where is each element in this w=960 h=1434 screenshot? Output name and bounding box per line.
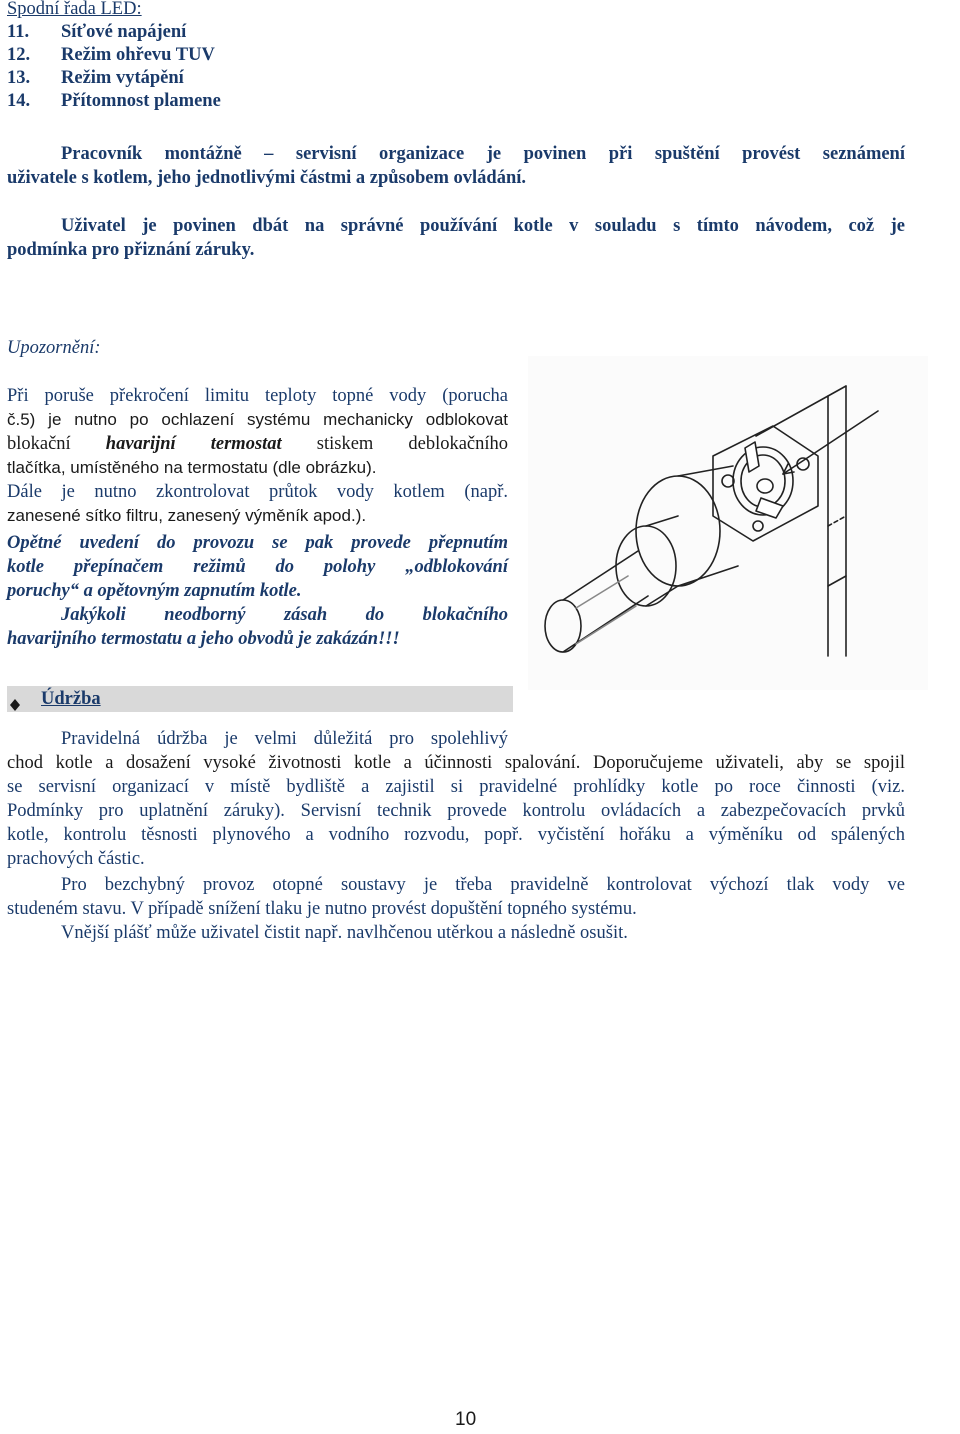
section-title: Údržba	[41, 689, 101, 709]
maintenance-line: Pro bezchybný provoz otopné soustavy je třeba pravidelně kontrolovat výchozí tlak vody ve	[61, 875, 905, 895]
warning-line: Opětné uvedení do provozu se pak provede přepnutím	[7, 533, 508, 553]
thermostat-drawing	[528, 356, 928, 690]
warning-line: tlačítka, umístěného na termostatu (dle obrázku).	[7, 458, 377, 477]
list-item: 11. Síťové napájení	[7, 22, 187, 42]
intro-line: Uživatel je povinen dbát na správné používání kotle v souladu s tímto návodem, což je	[61, 216, 905, 236]
warning-line: Dále je nutno zkontrolovat průtok vody kotlem (např.	[7, 482, 508, 502]
warning-line: zanesené sítko filtru, zanesený výměník apod.).	[7, 506, 367, 525]
warning-line: Jakýkoli neodborný zásah do blokačního	[61, 605, 508, 625]
intro-line: uživatele s kotlem, jeho jednotlivými částmi a způsobem ovládání.	[7, 168, 527, 188]
warning-line: č.5) je nutno po ochlazení systému mechanicky odblokovat	[7, 410, 508, 429]
page-number: 10	[455, 1409, 477, 1430]
intro-line: Pracovník montážně – servisní organizace je povinen při spuštění provést seznámení	[61, 144, 905, 164]
maintenance-line: chod kotle a dosažení vysoké životnosti kotle a účinnosti spalování. Doporučujeme uživateli, aby se spojil	[7, 753, 905, 773]
maintenance-line: Pravidelná údržba je velmi důležitá pro spolehlivý	[61, 729, 508, 749]
intro-line: podmínka pro přiznání záruky.	[7, 240, 255, 260]
diamond-bullet-icon	[10, 694, 20, 719]
maintenance-line: se servisní organizací v místě bydliště a zajistil si pravidelné prohlídky kotle po roce činnosti (viz.	[7, 777, 905, 797]
maintenance-line: Vnější plášť může uživatel čistit např. navlhčenou utěrkou a následně osušit.	[61, 923, 628, 943]
thermostat-illustration	[528, 356, 928, 690]
maintenance-line: kotle, kontrolu těsnosti plynového a vodního rozvodu, popř. vyčistění hořáku a výměníku od spálených	[7, 825, 905, 845]
led-list	[7, 20, 221, 112]
list-item: 14. Přítomnost plamene	[7, 91, 221, 111]
warning-heading: Upozornění:	[7, 338, 101, 358]
maintenance-line: prachových částic.	[7, 849, 145, 869]
maintenance-line: Podmínky pro uplatnění záruky). Servisní technik provede kontrolu ovládacích a zabezpečovacích prvků	[7, 801, 905, 821]
section-header-maintenance	[7, 686, 513, 712]
list-item: 12. Režim ohřevu TUV	[7, 45, 215, 65]
warning-line: kotle přepínačem režimů do polohy „odblokování	[7, 557, 508, 577]
warning-line: havarijního termostatu a jeho obvodů je zakázán!!!	[7, 629, 400, 649]
warning-line: blokační havarijní termostat stiskem deblokačního	[7, 434, 509, 454]
warning-line: Při poruše překročení limitu teploty topné vody (porucha	[7, 386, 508, 406]
warning-line: poruchy“ a opětovným zapnutím kotle.	[7, 581, 302, 601]
list-item: 13. Režim vytápění	[7, 68, 184, 88]
led-heading: Spodní řada LED:	[7, 0, 142, 19]
maintenance-line: studeném stavu. V případě snížení tlaku je nutno provést dopuštění topného systému.	[7, 899, 637, 919]
